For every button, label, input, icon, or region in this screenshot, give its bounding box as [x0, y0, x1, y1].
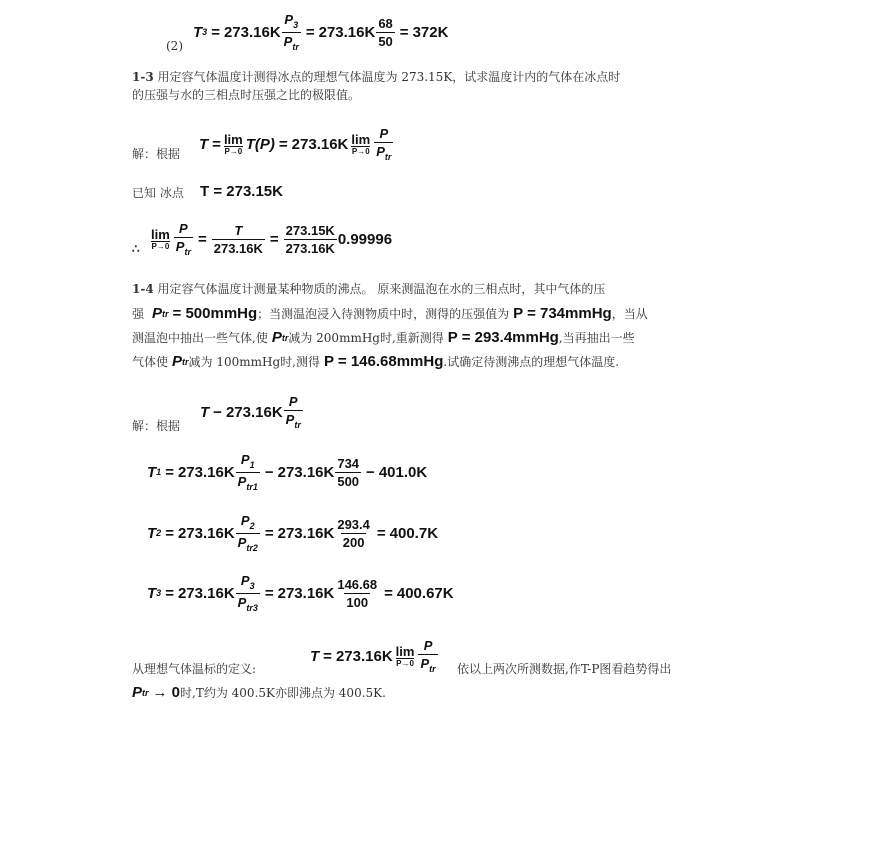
problem-1-3-line1: 1-3 用定容气体温度计测得冰点的理想气体温度为 273.15K，试求温度计内的气体在冰点时 — [132, 70, 621, 84]
problem-1-4-line2: 强 P tr = 500mmHg ；当测温泡浸入待测物质中时，测得的压强值为 P = 734mmHg ，当从 — [132, 305, 648, 322]
equation-pressure-ratio: lim P→0 $\frac{P}{P_{tr}}$ = $\frac{T}{273.16K}$ = $\frac{273.15K}{273.16K}$ 0.99996 — [151, 220, 393, 257]
problem-1-3-line2: 的压强与水的三相点时压强之比的极限值。 — [132, 88, 361, 102]
conclusion-line: P tr → 0 时,T约为 400.5K亦即沸点为 400.5K. — [132, 684, 386, 701]
problem-number: 1-3 — [132, 70, 154, 84]
equation-t3: T 3 = 273.16K $\frac{P_3}{P_{tr3}}$ = 273.16K $\frac{146.68}{100}$ = 400.67K — [147, 572, 454, 613]
solution-label-2: 解：根据 — [132, 419, 181, 433]
definition-text: 依以上两次所测数据,作T-P图看趋势得出 — [457, 662, 672, 676]
equation-number: (2) — [166, 39, 183, 53]
equation-temperature-basic: T − 273.16K $\frac{P}{P_{tr}}$ — [200, 393, 301, 430]
solution-label: 解：根据 — [132, 147, 181, 161]
equation-t1: T 1 = 273.16K $\frac{P_1}{P_{tr1}}$ − 273.16K $\frac{734}{500}$ − 401.0K — [147, 451, 428, 492]
equation-t3-top: T 3 = 273.16K $\frac{P_3}{P_{tr}}$ = 273.16K $\frac{68}{50}$ = 372K — [193, 11, 449, 52]
equation-t2: T 2 = 273.16K $\frac{P_2}{P_{tr2}}$ = 273.16K $\frac{293.4}{200}$ = 400.7K — [147, 512, 439, 553]
known-label: 已知 冰点 — [132, 186, 184, 200]
problem-1-4-line3: 测温泡中抽出一些气体,使 P tr 减为 200mmHg时,重新测得 P = 293.4mmHg ,当再抽出一些 — [132, 329, 635, 346]
problem-number: 1-4 — [132, 282, 154, 296]
therefore-symbol: ∴ — [132, 242, 140, 256]
problem-1-4-line4: 气体使 P tr 减为 100mmHg时,测得 P = 146.68mmHg .试确定待测沸点的理想气体温度. — [132, 353, 620, 370]
equation-limit-definition: T = lim P→0 T(P) = 273.16K lim P→0 $\frac{P}{P_{tr}}$ — [199, 125, 392, 162]
equation-ice-point: T = 273.15K — [200, 182, 283, 200]
problem-1-4-line1: 1-4 用定容气体温度计测量某种物质的沸点。 原来测温泡在水的三相点时，其中气体的压 — [132, 282, 606, 296]
equation-ideal-gas-scale: T = 273.16K lim P→0 $\frac{P}{P_{tr}}$ — [310, 637, 436, 674]
definition-label: 从理想气体温标的定义: — [132, 662, 257, 676]
